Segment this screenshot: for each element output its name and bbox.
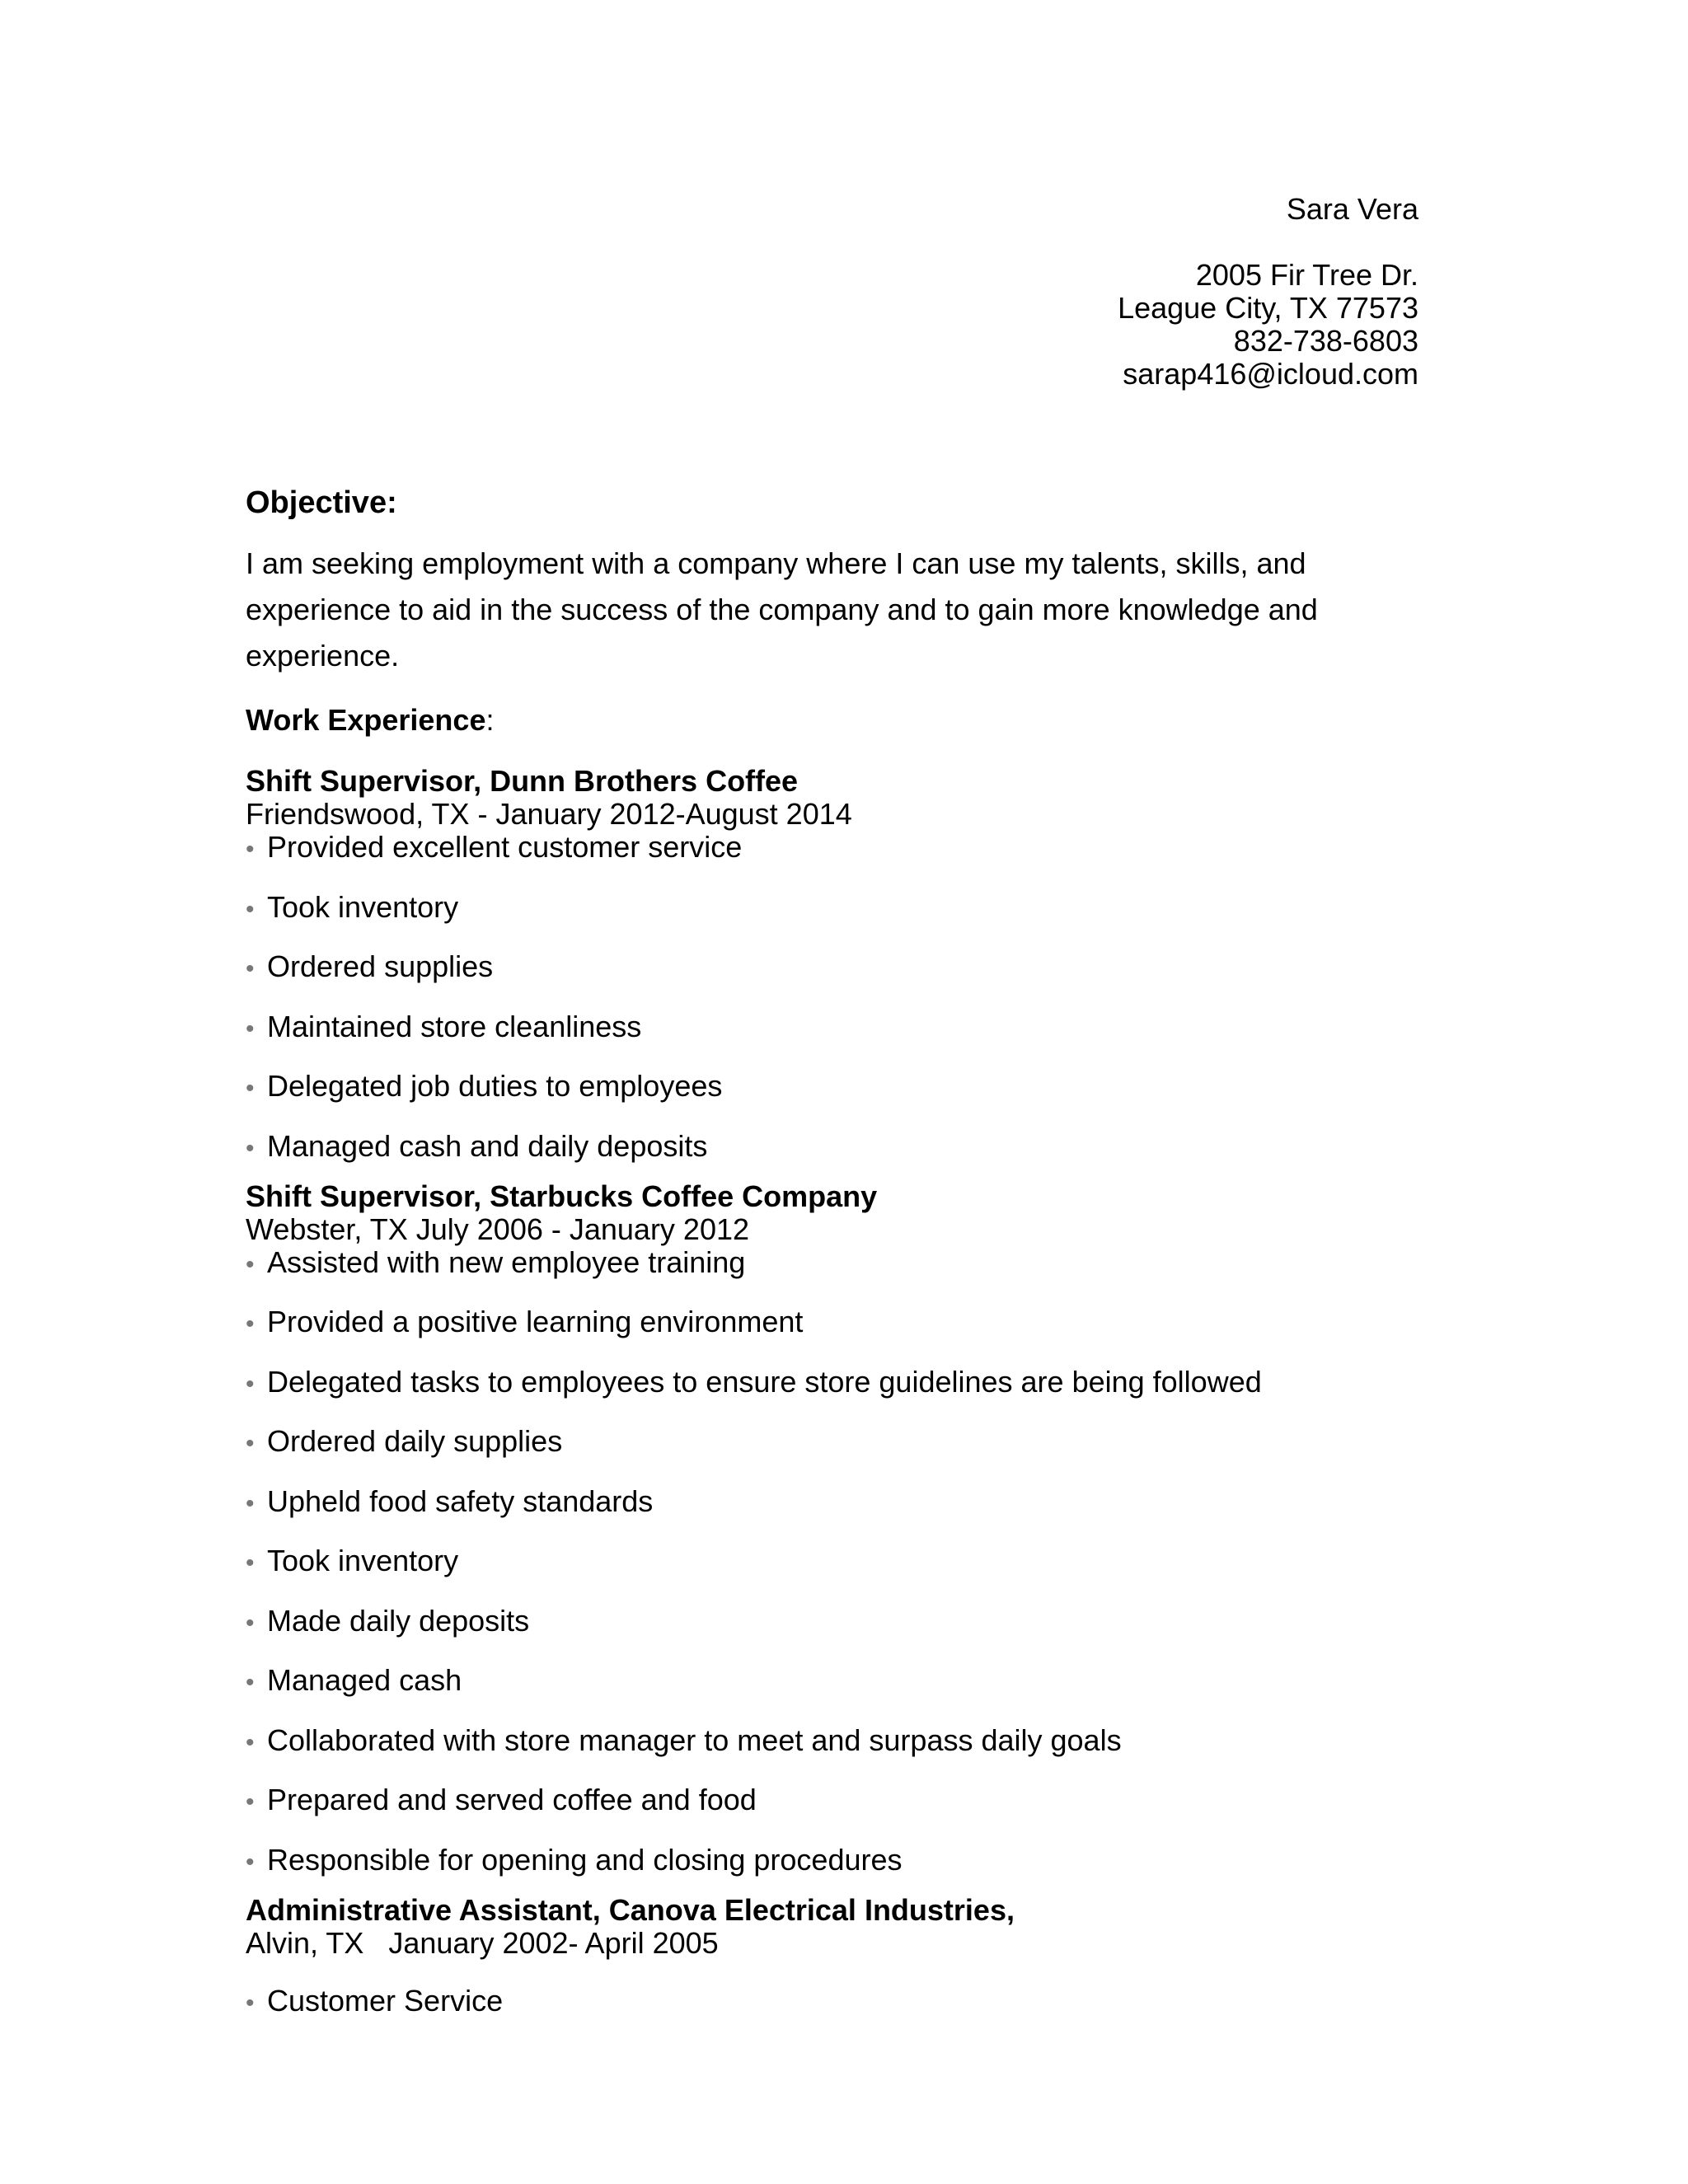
objective-text: I am seeking employment with a company where I can use my talents, skills, and experience to aid in the success of the company and to gain more knowledge and experience. [246, 546, 1318, 673]
job-duty [246, 891, 1424, 926]
bullet-icon: • [246, 1250, 255, 1278]
job-duties-list [246, 1246, 1424, 1879]
job-duty [246, 1425, 1424, 1460]
job-duty-text: Maintained store cleanliness [267, 1009, 642, 1043]
job-duty [246, 1305, 1424, 1341]
job-title: Shift Supervisor, Starbucks Coffee Company [246, 1179, 878, 1213]
job-duty-text: Responsible for opening and closing procedures [267, 1842, 903, 1877]
job-duty [246, 1485, 1424, 1521]
job-duty-text: Assisted with new employee training [267, 1244, 746, 1279]
job-entry [246, 1180, 1424, 1879]
job-duty-text: Provided excellent customer service [267, 830, 743, 864]
work-experience-heading [246, 701, 1424, 740]
bullet-icon: • [246, 1549, 255, 1577]
job-duty-text: Took inventory [267, 889, 459, 924]
bullet-icon: • [246, 1015, 255, 1043]
job-duty [246, 1985, 1424, 2020]
job-duty-text: Provided a positive learning environment [267, 1305, 804, 1338]
job-location-dates: Friendswood, TX - January 2012-August 2014 [246, 797, 852, 831]
contact-address-line2: League City, TX 77573 [1118, 291, 1418, 325]
bullet-icon: • [246, 1134, 255, 1162]
bullet-icon: • [246, 955, 255, 982]
job-duty-text: Customer Service [267, 1983, 504, 2018]
bullet-icon: • [246, 1609, 255, 1637]
job-duty-text: Collaborated with store manager to meet and surpass daily goals [267, 1722, 1122, 1757]
resume-body [246, 483, 1424, 2035]
job-duty [246, 1783, 1424, 1819]
job-duty [246, 1246, 1424, 1282]
bullet-icon: • [246, 1430, 255, 1457]
bullet-icon: • [246, 1489, 255, 1517]
bullet-icon: • [246, 1788, 255, 1816]
job-duty-text: Managed cash [267, 1663, 462, 1697]
job-location-dates: Webster, TX July 2006 - January 2012 [246, 1212, 750, 1246]
job-duties-list [246, 831, 1424, 1165]
bullet-icon: • [246, 836, 255, 863]
job-title: Shift Supervisor, Dunn Brothers Coffee [246, 764, 799, 798]
job-duty [246, 1544, 1424, 1580]
objective-heading: Objective: [246, 485, 397, 520]
work-experience-heading-label: Work Experience [246, 703, 486, 737]
job-duty [246, 950, 1424, 986]
contact-phone: 832-738-6803 [1233, 324, 1418, 358]
job-duty-text: Ordered supplies [267, 949, 494, 983]
bullet-icon: • [246, 1310, 255, 1338]
bullet-icon: • [246, 1669, 255, 1696]
job-entry [246, 765, 1424, 1165]
bullet-icon: • [246, 1848, 255, 1876]
job-duty-text: Made daily deposits [267, 1603, 530, 1638]
job-duty [246, 1664, 1424, 1699]
job-duty [246, 1070, 1424, 1105]
job-entry [246, 1894, 1424, 2020]
job-location-dates: Alvin, TX January 2002- April 2005 [246, 1925, 719, 1960]
job-duty [246, 1010, 1424, 1046]
job-duty [246, 1844, 1424, 1879]
job-duty-text: Delegated tasks to employees to ensure store guidelines are being followed [267, 1364, 1262, 1399]
job-duty-text: Managed cash and daily deposits [267, 1128, 708, 1163]
contact-name: Sara Vera [1286, 192, 1418, 226]
bullet-icon: • [246, 1989, 255, 2017]
job-duty [246, 1605, 1424, 1640]
contact-email: sarap416@icloud.com [1123, 357, 1418, 391]
job-duty-text: Upheld food safety standards [267, 1483, 654, 1518]
contact-block [1118, 193, 1418, 391]
job-duty [246, 1366, 1424, 1401]
job-duty [246, 831, 1424, 866]
job-duty [246, 1130, 1424, 1165]
work-experience-heading-colon: : [485, 703, 495, 737]
job-duty-text: Delegated job duties to employees [267, 1069, 723, 1103]
job-duty-text: Took inventory [267, 1544, 459, 1577]
bullet-icon: • [246, 1075, 255, 1102]
contact-address-line1: 2005 Fir Tree Dr. [1195, 258, 1418, 292]
bullet-icon: • [246, 1370, 255, 1398]
job-duties-list [246, 1985, 1424, 2020]
job-duty-text: Prepared and served coffee and food [267, 1783, 757, 1816]
bullet-icon: • [246, 895, 255, 923]
job-duty-text: Ordered daily supplies [267, 1424, 563, 1458]
job-duty [246, 1724, 1424, 1760]
bullet-icon: • [246, 1728, 255, 1756]
job-title: Administrative Assistant, Canova Electrical Industries, [246, 1892, 1015, 1927]
